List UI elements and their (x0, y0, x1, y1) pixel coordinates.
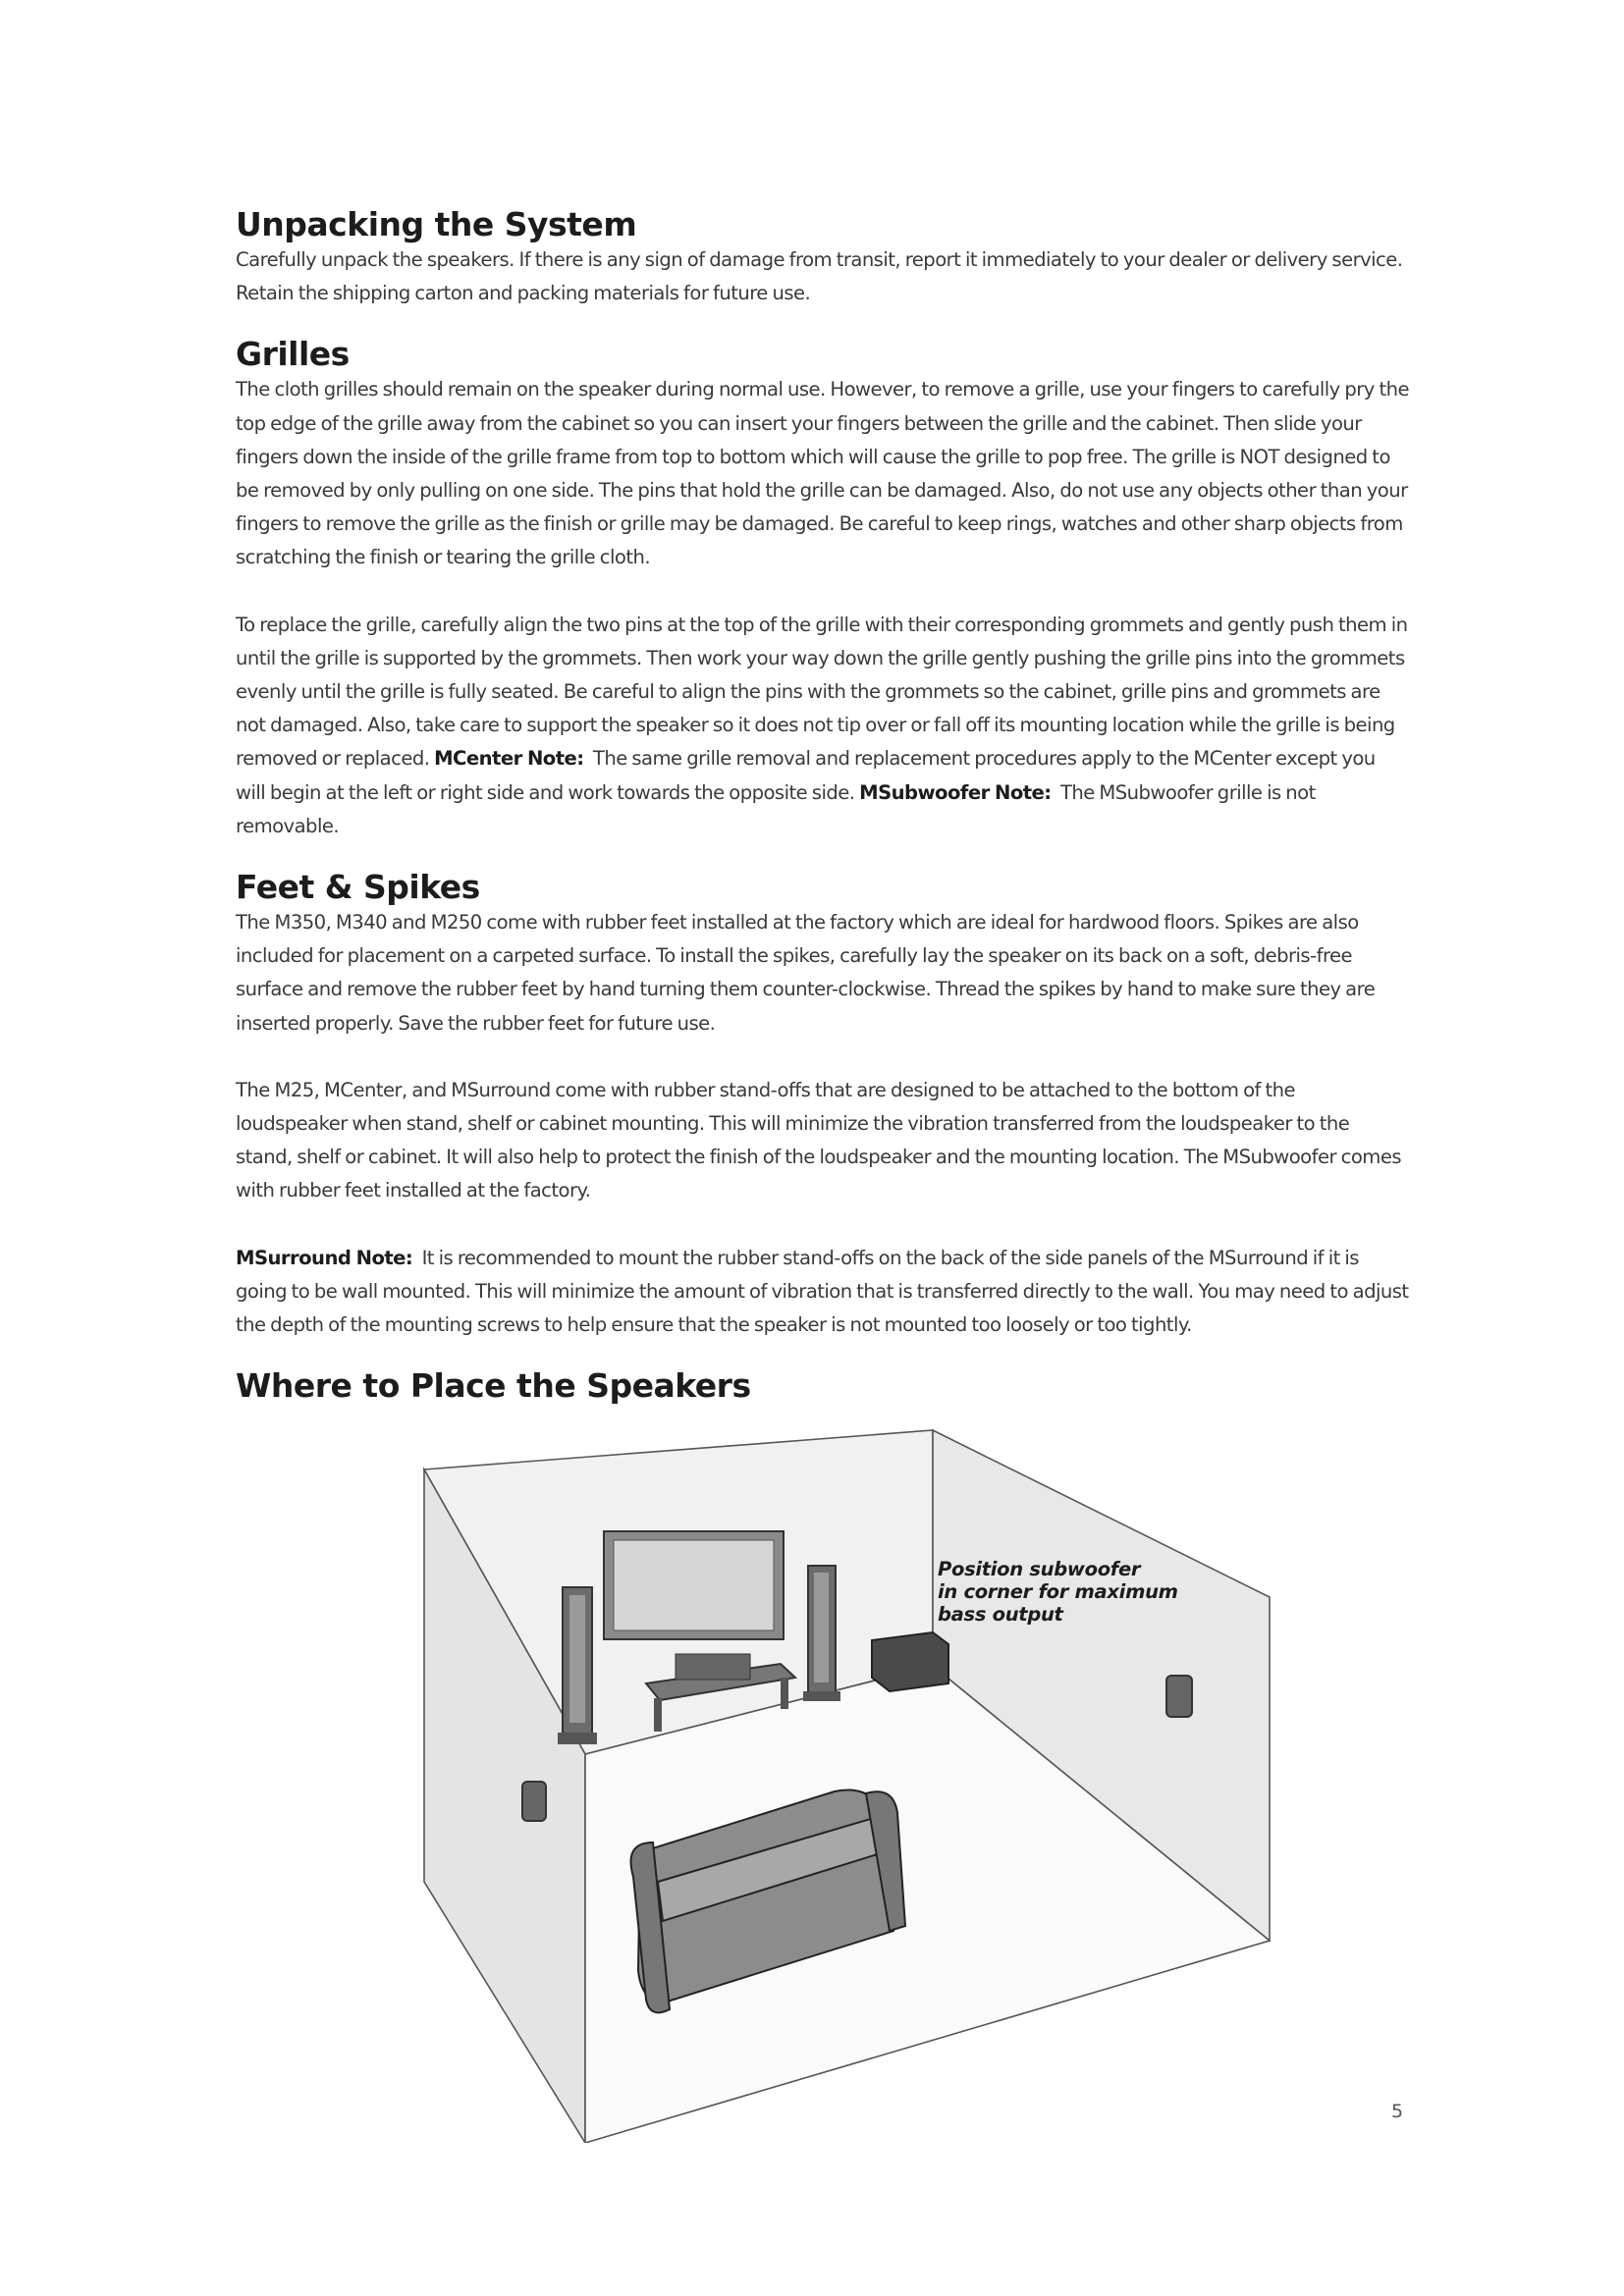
msurround-note-text: It is recommended to mount the rubber stand-offs on the back of the side panels of the MSurround if it is going to be wall mounted. This will minimize the amount of vibration that is transferred directly to the wall. You may need to adjust the depth of the mounting screws to help ensure that the speaker is not mounted too loosely or too tightly. (236, 1246, 1409, 1337)
heading-grilles: Grilles (236, 335, 350, 374)
subwoofer-callout (938, 1558, 1178, 1626)
unpacking-paragraph: Carefully unpack the speakers. If there is any sign of damage from transit, report it immediately to your dealer or delivery service. Retain the shipping carton and packing materials for future use. (236, 248, 1403, 305)
surround-right-speaker-icon (1166, 1676, 1192, 1717)
section-grilles (236, 336, 1409, 843)
msurround-note (236, 1242, 1409, 1343)
page-number: 5 (1391, 2101, 1404, 2122)
mcenter-note-label: MCenter Note: (434, 747, 584, 771)
msubwoofer-note-text: The MSubwoofer grille is not removable. (236, 780, 1316, 837)
subwoofer-icon (872, 1632, 948, 1691)
heading-feet-spikes: Feet & Spikes (236, 868, 480, 907)
callout-line-3: bass output (938, 1603, 1063, 1626)
room-placement-illustration (412, 1420, 1289, 2143)
msubwoofer-note-label: MSubwoofer Note: (859, 780, 1052, 804)
section-unpacking (236, 206, 1409, 310)
feet-paragraph-2: The M25, MCenter, and MSurround come with rubber stand-offs that are designed to be attached to the bottom of the loudspeaker when stand, shelf or cabinet mounting. This will minimize the vibration transferred from the loudspeaker to the stand, shelf or cabinet. It will also help to protect the finish of the loudspeaker and the mounting location. The MSubwoofer comes with rubber feet installed at the factory. (236, 1078, 1401, 1202)
front-right-speaker-icon (803, 1566, 840, 1701)
mcenter-note-text: The same grille removal and replacement procedures apply to the MCenter except you will begin at the left or right side and work towards the opposite side. (236, 747, 1376, 804)
grilles-replace-text: To replace the grille, carefully align the two pins at the top of the grille with their corresponding grommets and gently push them in until the grille is supported by the grommets. Then work your way down the grille gently pushing the grille pins into the grommets evenly until the grille is fully seated. Be careful to align the pins with the grommets so the cabinet, grille pins and grommets are not damaged. Also, take care to support the speaker so it does not tip over or fall off its mounting location while the grille is being removed or replaced. (236, 613, 1408, 771)
front-left-speaker-icon (558, 1587, 597, 1744)
surround-left-speaker-icon (522, 1782, 546, 1821)
section-feet-spikes (236, 869, 1409, 1342)
heading-placement: Where to Place the Speakers (236, 1366, 751, 1406)
heading-unpacking: Unpacking the System (236, 205, 637, 243)
grilles-paragraph-2 (236, 609, 1409, 843)
callout-line-2: in corner for maximum (938, 1580, 1178, 1603)
feet-paragraph-1: The M350, M340 and M250 come with rubber feet installed at the factory which are ideal for hardwood floors. Spikes are also included for placement on a carpeted surface. To install the spikes, carefully lay the speaker on its back on a soft, debris-free surface and remove the rubber feet by hand turning them counter-clockwise. Thread the spikes by hand to make sure they are inserted properly. Save the rubber feet for future use. (236, 911, 1376, 1035)
tv-icon (604, 1531, 784, 1639)
callout-line-1: Position subwoofer (938, 1558, 1141, 1580)
grilles-paragraph-1: The cloth grilles should remain on the speaker during normal use. However, to remove a grille, use your fingers to carefully pry the top edge of the grille away from the cabinet so you can insert your fingers between the grille and the cabinet. Then slide your fingers down the inside of the grille frame from top to bottom which will cause the grille to pop free. The grille is NOT designed to be removed by only pulling on one side. The pins that hold the grille can be damaged. Also, do not use any objects other than your fingers to remove the grille as the finish or grille may be damaged. Be careful to keep rings, watches and other sharp objects from scratching the finish or tearing the grille cloth. (236, 378, 1409, 569)
msurround-note-label: MSurround Note: (236, 1246, 413, 1269)
section-placement (236, 1367, 1409, 1405)
page-content (236, 206, 1409, 1405)
